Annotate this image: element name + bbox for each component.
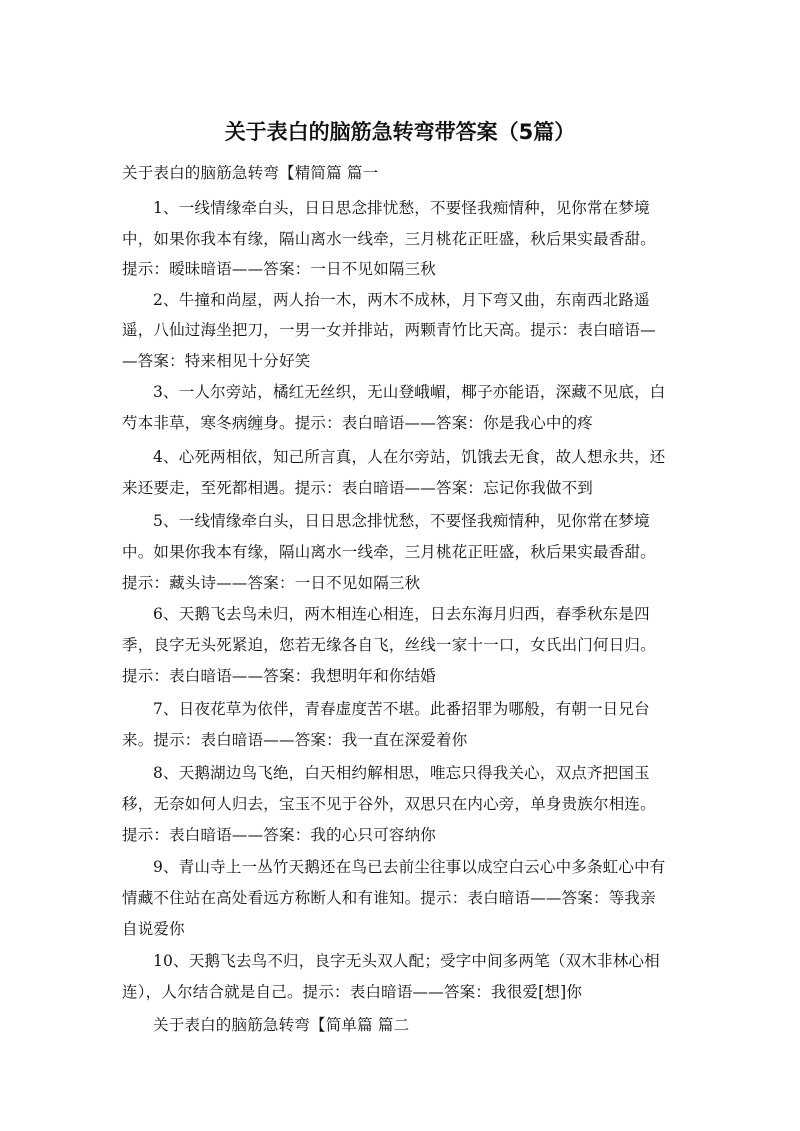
text-line: 芍本非草，寒冬病缠身。提示：表白暗语——答案：你是我心中的疼 [122,414,594,432]
text-line: 连），人尔结合就是自己。提示：表白暗语——答案：我很爱[想]你 [122,983,583,1001]
text-line: 情藏不住站在高处看远方称断人和有谁知。提示：表白暗语——答案：等我亲 [122,889,656,907]
text-line: 7、日夜花草为依伴，青春虚度苦不堪。此番招罪为哪般，有朝一日兄台 [153,700,650,718]
text-line: 中，如果你我本有缘，隔山离水一线牵，三月桃花正旺盛，秋后果实最香甜。 [122,230,656,248]
text-line: 10、天鹅飞去鸟不归，良字无头双人配；受字中间多两笔（双木非林心相 [153,952,660,970]
text-line: 来还要走，至死都相遇。提示：表白暗语——答案：忘记你我做不到 [122,479,594,497]
text-line: 自说爱你 [122,920,185,938]
text-line: 提示：藏头诗——答案：一日不见如隔三秋 [122,574,421,592]
text-line: 5、一线情缘牵白头，日日思念排忧愁，不要怪我痴情种，见你常在梦境 [153,512,650,530]
text-line: 9、青山寺上一丛竹天鹅还在鸟已去前尘往事以成空白云心中多条虹心中有 [153,858,666,876]
text-line: 提示：暧昧暗语——答案：一日不见如隔三秋 [122,260,437,278]
text-line: 2、牛撞和尚屋，两人抬一木，两木不成林，月下弯又曲，东南西北路遥 [153,291,650,309]
text-line: 8、天鹅湖边鸟飞绝，白天相约解相思，唯忘只得我关心，双点齐把国玉 [153,764,650,782]
text-line: 移，无奈如何人归去，宝玉不见于谷外，双思只在内心旁，单身贵族尔相连。 [122,795,656,813]
text-line: 提示：表白暗语——答案：我想明年和你结婚 [122,667,437,685]
text-line: 季，良字无头死紧迫，您若无缘各自飞，丝线一家十一口，女氏出门何日归。 [122,636,656,654]
text-line: 6、天鹅飞去鸟未归，两木相连心相连，日去东海月归西，春季秋东是四 [153,605,650,623]
text-line: 中。如果你我本有缘，隔山离水一线牵，三月桃花正旺盛，秋后果实最香甜。 [122,543,656,561]
document-title: 关于表白的脑筋急转弯带答案（5篇） [224,120,576,144]
section-heading: 关于表白的脑筋急转弯【简单篇 篇二 [153,1016,410,1034]
text-line: 遥，八仙过海坐把刀，一男一女并排站，两颗青竹比天高。提示：表白暗语— [122,321,656,339]
text-line: —答案：特来相见十分好笑 [122,352,311,370]
text-line: 4、心死两相依，知己所言真，人在尔旁站，饥饿去无食，故人想永共，还 [153,448,666,466]
text-line: 3、一人尔旁站，橘红无丝织，无山登峨嵋，椰子亦能语，深藏不见底，白 [153,383,666,401]
section-heading: 关于表白的脑筋急转弯【精简篇 篇一 [122,164,379,182]
text-line: 提示：表白暗语——答案：我的心只可容纳你 [122,826,437,844]
text-line: 来。提示：表白暗语——答案：我一直在深爱着你 [122,731,468,749]
text-line: 1、一线情缘牵白头，日日思念排忧愁，不要怪我痴情种，见你常在梦境 [153,199,650,217]
